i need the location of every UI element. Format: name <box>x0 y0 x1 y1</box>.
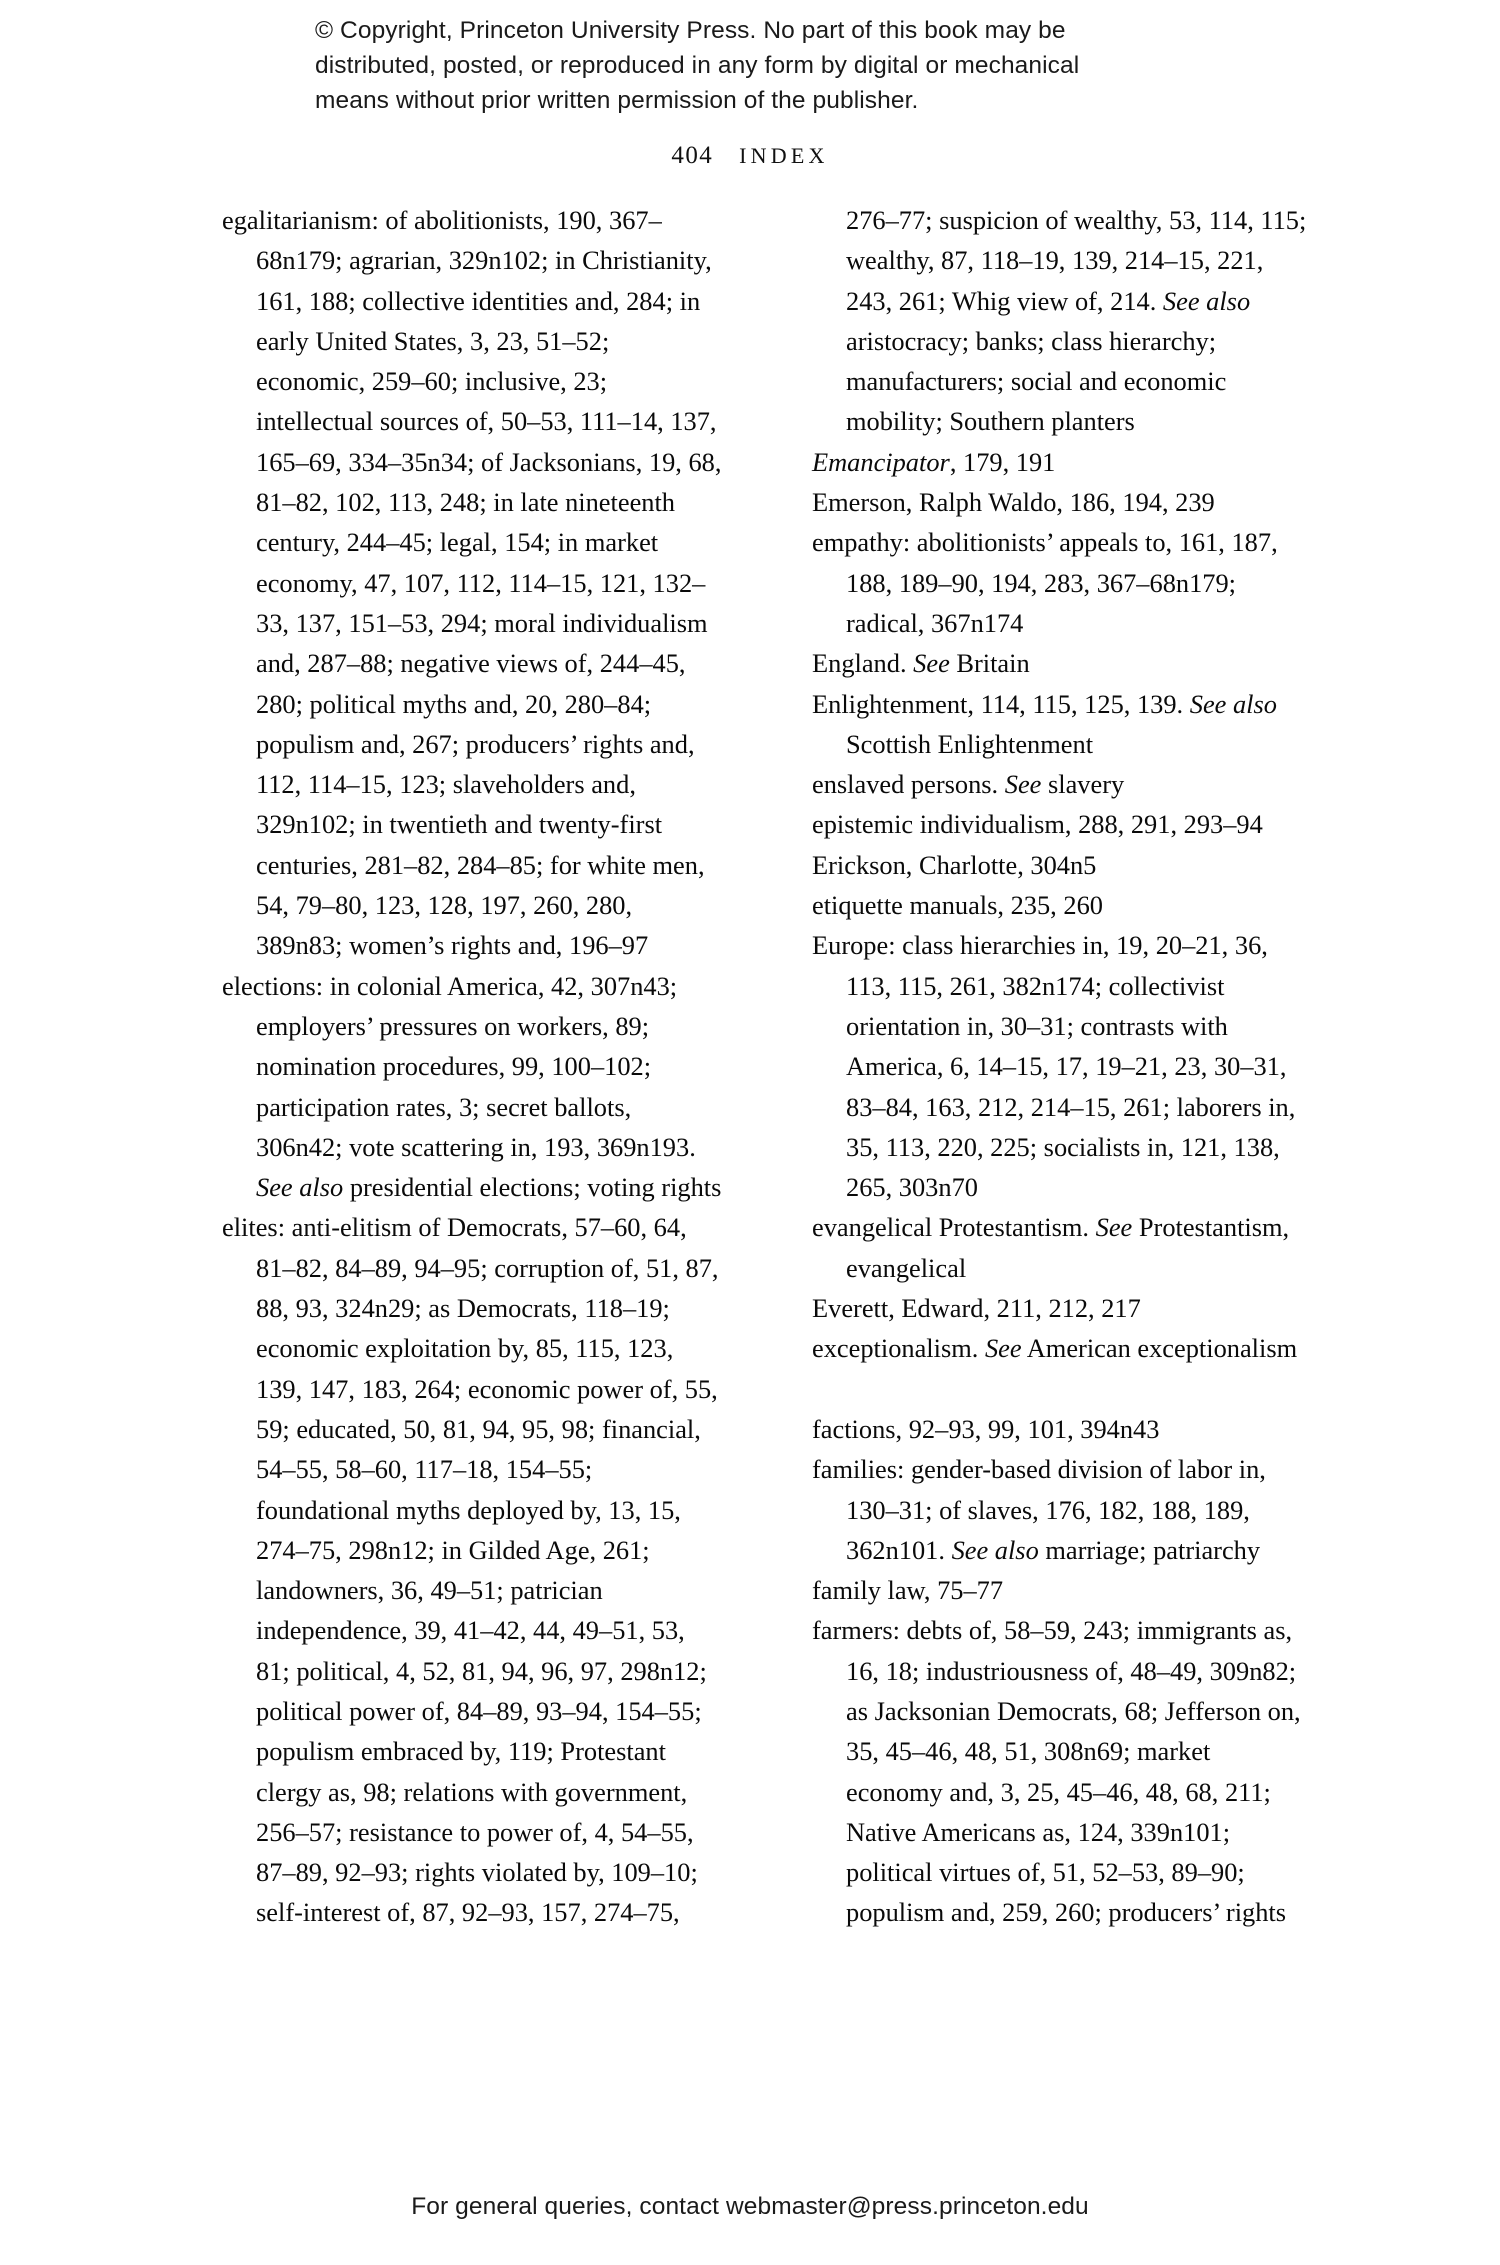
index-body <box>222 200 1312 1933</box>
index-entry-england: England. See Britain <box>812 648 1030 679</box>
index-entry-farmers: farmers: debts of, 58–59, 243; immigrants as, 16, 18; industriousness of, 48–49, 309n82; as Jacksonian Democrats, 68; Jefferson on, 35, 45–46, 48, 51, 308n69; market economy and, 3, 25, 45–46, 48, 68, 211; Native Americans as, 124, 339n101; political virtues of, 51, 52–53, 89–90; populism and, 259, 260; producers’ rights <box>812 1615 1301 1928</box>
index-entry-epistemic-individualism: epistemic individualism, 288, 291, 293–94 <box>812 809 1263 840</box>
index-entry-family-law: family law, 75–77 <box>812 1575 1004 1606</box>
index-entry-elites: elites: anti-elitism of Democrats, 57–60, 64, 81–82, 84–89, 94–95; corruption of, 51, 87, 88, 93, 324n29; as Democrats, 118–19; economic exploitation by, 85, 115, 123, 139, 147, 183, 264; economic power of, 55, 59; educated, 50, 81, 94, 95, 98; financial, 54–55, 58–60, 117–18, 154–55; foundational myths deployed by, 13, 15, 274–75, 298n12; in Gilded Age, 261; landowners, 36, 49–51; patrician independence, 39, 41–42, 44, 49–51, 53, 81; political, 4, 52, 81, 94, 96, 97, 298n12; political power of, 84–89, 93–94, 154–55; populism embraced by, 119; Protestant clergy as, 98; relations with government, 256–57; resistance to power of, 4, 54–55, 87–89, 92–93; rights violated by, 109–10; self-interest of, 87, 92–93, 157, 274–75, <box>222 1212 719 1928</box>
index-entry-europe: Europe: class hierarchies in, 19, 20–21, 36, 113, 115, 261, 382n174; collectivist orientation in, 30–31; contrasts with America, 6, 14–15, 17, 19–21, 23, 30–31, 83–84, 163, 212, 214–15, 261; laborers in, 35, 113, 220, 225; socialists in, 121, 138, 265, 303n70 <box>812 930 1296 1203</box>
index-entry-empathy: empathy: abolitionists’ appeals to, 161, 187, 188, 189–90, 194, 283, 367–68n179; radical, 367n174 <box>812 527 1278 638</box>
copyright-line-3: means without prior written permission of the publisher. <box>315 87 919 114</box>
index-entry-erickson-charlotte: Erickson, Charlotte, 304n5 <box>812 849 1097 880</box>
running-head <box>0 142 1500 170</box>
copyright-line-2: distributed, posted, or reproduced in any form by digital or mechanical <box>315 52 1080 79</box>
index-column-left <box>222 200 722 1933</box>
index-section-gap <box>812 1369 1312 1409</box>
index-entry-elites-continued: 276–77; suspicion of wealthy, 53, 114, 115; wealthy, 87, 118–19, 139, 214–15, 221, 243, 261; Whig view of, 214. See also aristocracy; banks; class hierarchy; manufacturers; social and economic mobility; Southern planters <box>846 205 1307 437</box>
running-head-label: INDEX <box>739 143 829 168</box>
copyright-notice <box>315 13 1195 118</box>
index-entry-egalitarianism: egalitarianism: of abolitionists, 190, 367–68n179; agrarian, 329n102; in Christianity, 161, 188; collective identities and, 284; in early United States, 3, 23, 51–52; economic, 259–60; inclusive, 23; intellectual sources of, 50–53, 111–14, 137, 165–69, 334–35n34; of Jacksonians, 19, 68, 81–82, 102, 113, 248; in late nineteenth century, 244–45; legal, 154; in market economy, 47, 107, 112, 114–15, 121, 132–33, 137, 151–53, 294; moral individualism and, 287–88; negative views of, 244–45, 280; political myths and, 20, 280–84; populism and, 267; producers’ rights and, 112, 114–15, 123; slaveholders and, 329n102; in twentieth and twenty-first centuries, 281–82, 284–85; for white men, 54, 79–80, 123, 128, 197, 260, 280, 389n83; women’s rights and, 196–97 <box>222 205 722 961</box>
index-entry-enlightenment: Enlightenment, 114, 115, 125, 139. See also Scottish Enlightenment <box>812 688 1277 759</box>
index-entry-everett-edward: Everett, Edward, 211, 212, 217 <box>812 1293 1141 1324</box>
index-entry-enslaved-persons: enslaved persons. See slavery <box>812 769 1125 800</box>
index-entry-exceptionalism: exceptionalism. See American exceptionalism <box>812 1333 1298 1364</box>
index-column-right <box>812 200 1312 1933</box>
index-entry-emerson-ralph-waldo: Emerson, Ralph Waldo, 186, 194, 239 <box>812 487 1215 518</box>
index-entry-families: families: gender-based division of labor in, 130–31; of slaves, 176, 182, 188, 189, 362n101. See also marriage; patriarchy <box>812 1454 1266 1565</box>
index-entry-elections: elections: in colonial America, 42, 307n43; employers’ pressures on workers, 89; nomination procedures, 99, 100–102; participation rates, 3; secret ballots, 306n42; vote scattering in, 193, 369n193. See also presidential elections; voting rights <box>222 970 722 1203</box>
page-number: 404 <box>671 142 714 169</box>
index-entry-etiquette-manuals: etiquette manuals, 235, 260 <box>812 890 1103 921</box>
index-entry-emancipator: Emancipator, 179, 191 <box>812 446 1056 477</box>
index-entry-factions: factions, 92–93, 99, 101, 394n43 <box>812 1413 1160 1444</box>
index-entry-evangelical-protestantism: evangelical Protestantism. See Protestantism, evangelical <box>812 1212 1290 1283</box>
copyright-line-1: © Copyright, Princeton University Press. No part of this book may be <box>315 17 1066 44</box>
page-footer: For general queries, contact webmaster@press.princeton.edu <box>411 2193 1089 2220</box>
